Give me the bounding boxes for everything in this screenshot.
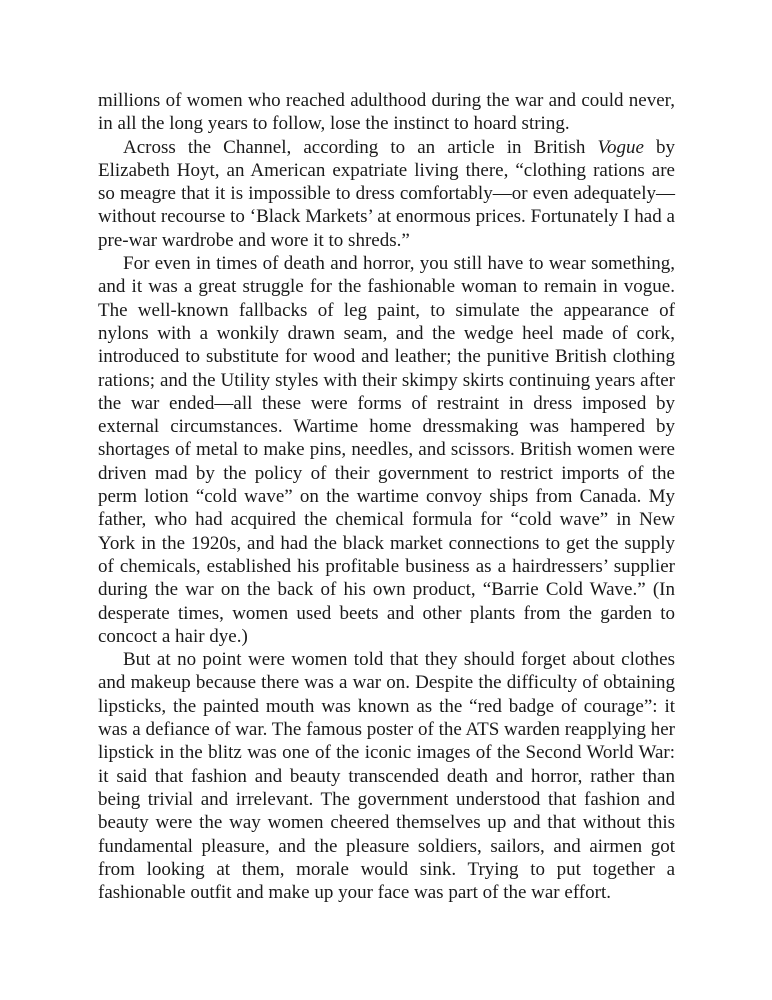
publication-title: Vogue <box>597 136 644 158</box>
paragraph <box>98 648 675 904</box>
paragraph-text: For even in times of death and horror, you still have to wear something, and it was a great struggle for the fashionable woman to remain in vogue. The well-known fallbacks of leg paint, to simulate the appearance of nylons with a wonkily drawn seam, and the wedge heel made of cork, introduced to substitute for wood and leather; the punitive British clothing rations; and the Utility styles with their skimpy skirts continuing years after the war ended—all these were forms of restraint in dress imposed by external circumstances. Wartime home dressmaking was hampered by shortages of metal to make pins, needles, and scissors. British women were driven mad by the policy of their government to restrict imports of the perm lotion “cold wave” on the wartime convoy ships from Canada. My father, who had acquired the chemical formula for “cold wave” in New York in the 1920s, and had the black market connections to get the supply of chemicals, established his profitable business as a hairdressers’ supplier during the war on the back of his own product, “Barrie Cold Wave.” (In desperate times, women used beets and other plants from the garden to concoct a hair dye.) <box>98 253 675 647</box>
page-body <box>98 89 675 904</box>
paragraph-text: Across the Channel, according to an article in British <box>123 136 598 158</box>
paragraph <box>98 136 675 252</box>
paragraph-text: millions of women who reached adulthood during the war and could never, in all the long years to follow, lose the instinct to hoard string. <box>98 90 675 135</box>
paragraph-text: But at no point were women told that they should forget about clothes and makeup because there was a war on. Despite the difficulty of obtaining lipsticks, the painted mouth was known as the “red badge of courage”: it was a defiance of war. The famous poster of the ATS warden reapplying her lipstick in the blitz was one of the iconic images of the Second World War: it said that fashion and beauty transcended death and horror, rather than being trivial and irrelevant. The government understood that fashion and beauty were the way women cheered themselves up and that without this fundamental pleasure, and the pleasure soldiers, sailors, and airmen got from looking at them, morale would sink. Trying to put together a fashionable outfit and make up your face was part of the war effort. <box>98 649 675 904</box>
paragraph <box>98 252 675 648</box>
paragraph <box>98 89 675 136</box>
paragraph-text: by Elizabeth Hoyt, an American expatriate living there, “clothing rations are so meagre that it is impossible to dress comfortably—or even adequately—without recourse to ‘Black Markets’ at enormous prices. Fortunately I had a pre-war wardrobe and wore it to shreds.” <box>98 136 675 251</box>
